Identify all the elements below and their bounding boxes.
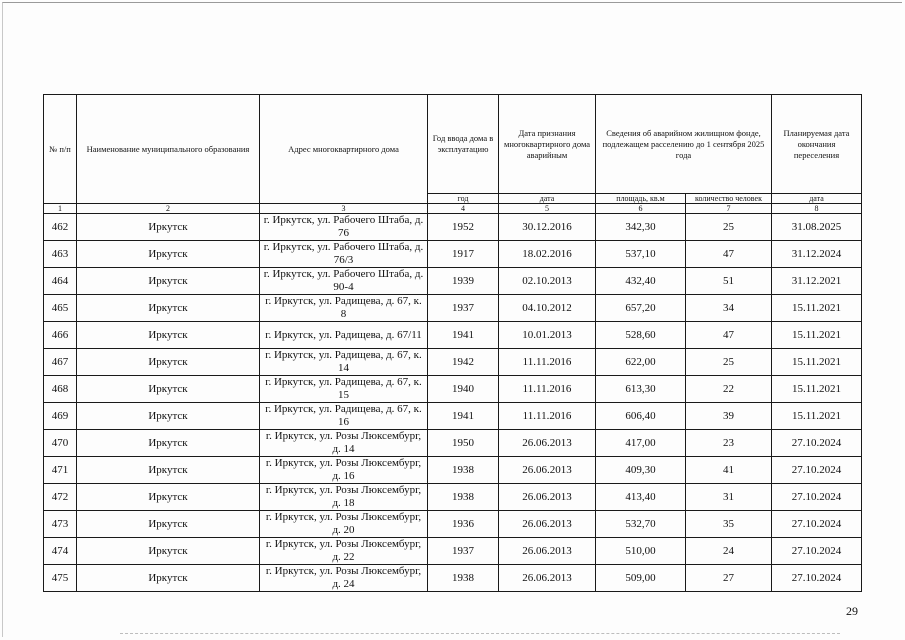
people-count-cell: 25 xyxy=(686,214,772,241)
address-cell: г. Иркутск, ул. Радищева, д. 67, к. 8 xyxy=(260,295,428,322)
recognition-date-cell: 26.06.2013 xyxy=(499,484,596,511)
header-planned-end: Планируемая дата окончания переселения xyxy=(772,95,862,194)
row-number: 470 xyxy=(44,430,77,457)
column-number: 4 xyxy=(428,204,499,214)
header-info: Сведения об аварийном жилищном фонде, подлежащем расселению до 1 сентября 2025 года xyxy=(596,95,772,194)
year-cell: 1941 xyxy=(428,322,499,349)
scan-artifact-line xyxy=(120,633,840,635)
table-row xyxy=(44,457,862,484)
people-count-cell: 34 xyxy=(686,295,772,322)
municipality-cell: Иркутск xyxy=(77,322,260,349)
people-count-cell: 39 xyxy=(686,403,772,430)
address-cell: г. Иркутск, ул. Рабочего Штаба, д. 90-4 xyxy=(260,268,428,295)
table-row xyxy=(44,349,862,376)
header-recognition-date: Дата признания многоквартирного дома аварийным xyxy=(499,95,596,194)
people-count-cell: 47 xyxy=(686,322,772,349)
table-row xyxy=(44,241,862,268)
area-cell: 510,00 xyxy=(596,538,686,565)
area-cell: 537,10 xyxy=(596,241,686,268)
address-cell: г. Иркутск, ул. Радищева, д. 67, к. 15 xyxy=(260,376,428,403)
recognition-date-cell: 11.11.2016 xyxy=(499,349,596,376)
people-count-cell: 27 xyxy=(686,565,772,592)
planned-end-date-cell: 31.08.2025 xyxy=(772,214,862,241)
planned-end-date-cell: 27.10.2024 xyxy=(772,538,862,565)
people-count-cell: 23 xyxy=(686,430,772,457)
people-count-cell: 35 xyxy=(686,511,772,538)
area-cell: 409,30 xyxy=(596,457,686,484)
header-num: № п/п xyxy=(44,95,77,204)
address-cell: г. Иркутск, ул. Рабочего Штаба, д. 76 xyxy=(260,214,428,241)
area-cell: 509,00 xyxy=(596,565,686,592)
recognition-date-cell: 11.11.2016 xyxy=(499,403,596,430)
area-cell: 413,40 xyxy=(596,484,686,511)
municipality-cell: Иркутск xyxy=(77,511,260,538)
address-cell: г. Иркутск, ул. Розы Люксембург, д. 20 xyxy=(260,511,428,538)
header-municipality: Наименование муниципального образования xyxy=(77,95,260,204)
row-number: 465 xyxy=(44,295,77,322)
municipality-cell: Иркутск xyxy=(77,268,260,295)
recognition-date-cell: 18.02.2016 xyxy=(499,241,596,268)
planned-end-date-cell: 31.12.2024 xyxy=(772,241,862,268)
planned-end-date-cell: 27.10.2024 xyxy=(772,430,862,457)
address-cell: г. Иркутск, ул. Розы Люксембург, д. 14 xyxy=(260,430,428,457)
recognition-date-cell: 10.01.2013 xyxy=(499,322,596,349)
year-cell: 1942 xyxy=(428,349,499,376)
municipality-cell: Иркутск xyxy=(77,430,260,457)
year-cell: 1917 xyxy=(428,241,499,268)
header-row xyxy=(44,95,862,194)
table-row xyxy=(44,538,862,565)
people-count-cell: 25 xyxy=(686,349,772,376)
area-cell: 528,60 xyxy=(596,322,686,349)
planned-end-date-cell: 31.12.2021 xyxy=(772,268,862,295)
planned-end-date-cell: 15.11.2021 xyxy=(772,349,862,376)
subheader-date: дата xyxy=(499,194,596,204)
address-cell: г. Иркутск, ул. Розы Люксембург, д. 22 xyxy=(260,538,428,565)
municipality-cell: Иркутск xyxy=(77,376,260,403)
address-cell: г. Иркутск, ул. Розы Люксембург, д. 16 xyxy=(260,457,428,484)
address-cell: г. Иркутск, ул. Рабочего Штаба, д. 76/3 xyxy=(260,241,428,268)
year-cell: 1938 xyxy=(428,484,499,511)
row-number: 475 xyxy=(44,565,77,592)
people-count-cell: 41 xyxy=(686,457,772,484)
subheader-people: количество человек xyxy=(686,194,772,204)
recognition-date-cell: 26.06.2013 xyxy=(499,457,596,484)
year-cell: 1952 xyxy=(428,214,499,241)
column-number: 1 xyxy=(44,204,77,214)
table-row xyxy=(44,565,862,592)
planned-end-date-cell: 27.10.2024 xyxy=(772,457,862,484)
table-row xyxy=(44,214,862,241)
row-number: 471 xyxy=(44,457,77,484)
table-row xyxy=(44,376,862,403)
column-number-row xyxy=(44,204,862,214)
column-number: 8 xyxy=(772,204,862,214)
subheader-end-date: дата xyxy=(772,194,862,204)
municipality-cell: Иркутск xyxy=(77,295,260,322)
year-cell: 1936 xyxy=(428,511,499,538)
table-row xyxy=(44,430,862,457)
page-number: 29 xyxy=(846,604,858,618)
column-number: 6 xyxy=(596,204,686,214)
area-cell: 532,70 xyxy=(596,511,686,538)
row-number: 473 xyxy=(44,511,77,538)
year-cell: 1938 xyxy=(428,457,499,484)
planned-end-date-cell: 15.11.2021 xyxy=(772,295,862,322)
row-number: 464 xyxy=(44,268,77,295)
recognition-date-cell: 26.06.2013 xyxy=(499,430,596,457)
year-cell: 1941 xyxy=(428,403,499,430)
area-cell: 606,40 xyxy=(596,403,686,430)
year-cell: 1940 xyxy=(428,376,499,403)
table-row xyxy=(44,403,862,430)
planned-end-date-cell: 27.10.2024 xyxy=(772,511,862,538)
planned-end-date-cell: 15.11.2021 xyxy=(772,403,862,430)
people-count-cell: 31 xyxy=(686,484,772,511)
area-cell: 342,30 xyxy=(596,214,686,241)
address-cell: г. Иркутск, ул. Радищева, д. 67, к. 14 xyxy=(260,349,428,376)
planned-end-date-cell: 27.10.2024 xyxy=(772,484,862,511)
people-count-cell: 24 xyxy=(686,538,772,565)
address-cell: г. Иркутск, ул. Розы Люксембург, д. 18 xyxy=(260,484,428,511)
planned-end-date-cell: 15.11.2021 xyxy=(772,376,862,403)
row-number: 462 xyxy=(44,214,77,241)
planned-end-date-cell: 27.10.2024 xyxy=(772,565,862,592)
subheader-year: год xyxy=(428,194,499,204)
address-cell: г. Иркутск, ул. Радищева, д. 67, к. 16 xyxy=(260,403,428,430)
year-cell: 1938 xyxy=(428,565,499,592)
people-count-cell: 51 xyxy=(686,268,772,295)
table-row xyxy=(44,484,862,511)
planned-end-date-cell: 15.11.2021 xyxy=(772,322,862,349)
municipality-cell: Иркутск xyxy=(77,565,260,592)
recognition-date-cell: 04.10.2012 xyxy=(499,295,596,322)
recognition-date-cell: 02.10.2013 xyxy=(499,268,596,295)
recognition-date-cell: 30.12.2016 xyxy=(499,214,596,241)
table-row xyxy=(44,322,862,349)
area-cell: 622,00 xyxy=(596,349,686,376)
header-address: Адрес многоквартирного дома xyxy=(260,95,428,204)
municipality-cell: Иркутск xyxy=(77,403,260,430)
row-number: 467 xyxy=(44,349,77,376)
municipality-cell: Иркутск xyxy=(77,241,260,268)
subheader-area: площадь, кв.м xyxy=(596,194,686,204)
row-number: 463 xyxy=(44,241,77,268)
row-number: 472 xyxy=(44,484,77,511)
address-cell: г. Иркутск, ул. Радищева, д. 67/11 xyxy=(260,322,428,349)
municipality-cell: Иркутск xyxy=(77,484,260,511)
column-number: 3 xyxy=(260,204,428,214)
table-row xyxy=(44,268,862,295)
header-year: Год ввода дома в эксплуатацию xyxy=(428,95,499,194)
area-cell: 432,40 xyxy=(596,268,686,295)
recognition-date-cell: 26.06.2013 xyxy=(499,565,596,592)
table-row xyxy=(44,511,862,538)
municipality-cell: Иркутск xyxy=(77,457,260,484)
address-cell: г. Иркутск, ул. Розы Люксембург, д. 24 xyxy=(260,565,428,592)
column-number: 5 xyxy=(499,204,596,214)
emergency-housing-table xyxy=(43,94,862,592)
year-cell: 1939 xyxy=(428,268,499,295)
municipality-cell: Иркутск xyxy=(77,538,260,565)
year-cell: 1937 xyxy=(428,538,499,565)
people-count-cell: 22 xyxy=(686,376,772,403)
row-number: 474 xyxy=(44,538,77,565)
area-cell: 417,00 xyxy=(596,430,686,457)
year-cell: 1937 xyxy=(428,295,499,322)
column-number: 2 xyxy=(77,204,260,214)
table-row xyxy=(44,295,862,322)
municipality-cell: Иркутск xyxy=(77,214,260,241)
row-number: 469 xyxy=(44,403,77,430)
column-number: 7 xyxy=(686,204,772,214)
people-count-cell: 47 xyxy=(686,241,772,268)
area-cell: 657,20 xyxy=(596,295,686,322)
row-number: 468 xyxy=(44,376,77,403)
row-number: 466 xyxy=(44,322,77,349)
year-cell: 1950 xyxy=(428,430,499,457)
recognition-date-cell: 11.11.2016 xyxy=(499,376,596,403)
municipality-cell: Иркутск xyxy=(77,349,260,376)
recognition-date-cell: 26.06.2013 xyxy=(499,511,596,538)
area-cell: 613,30 xyxy=(596,376,686,403)
recognition-date-cell: 26.06.2013 xyxy=(499,538,596,565)
